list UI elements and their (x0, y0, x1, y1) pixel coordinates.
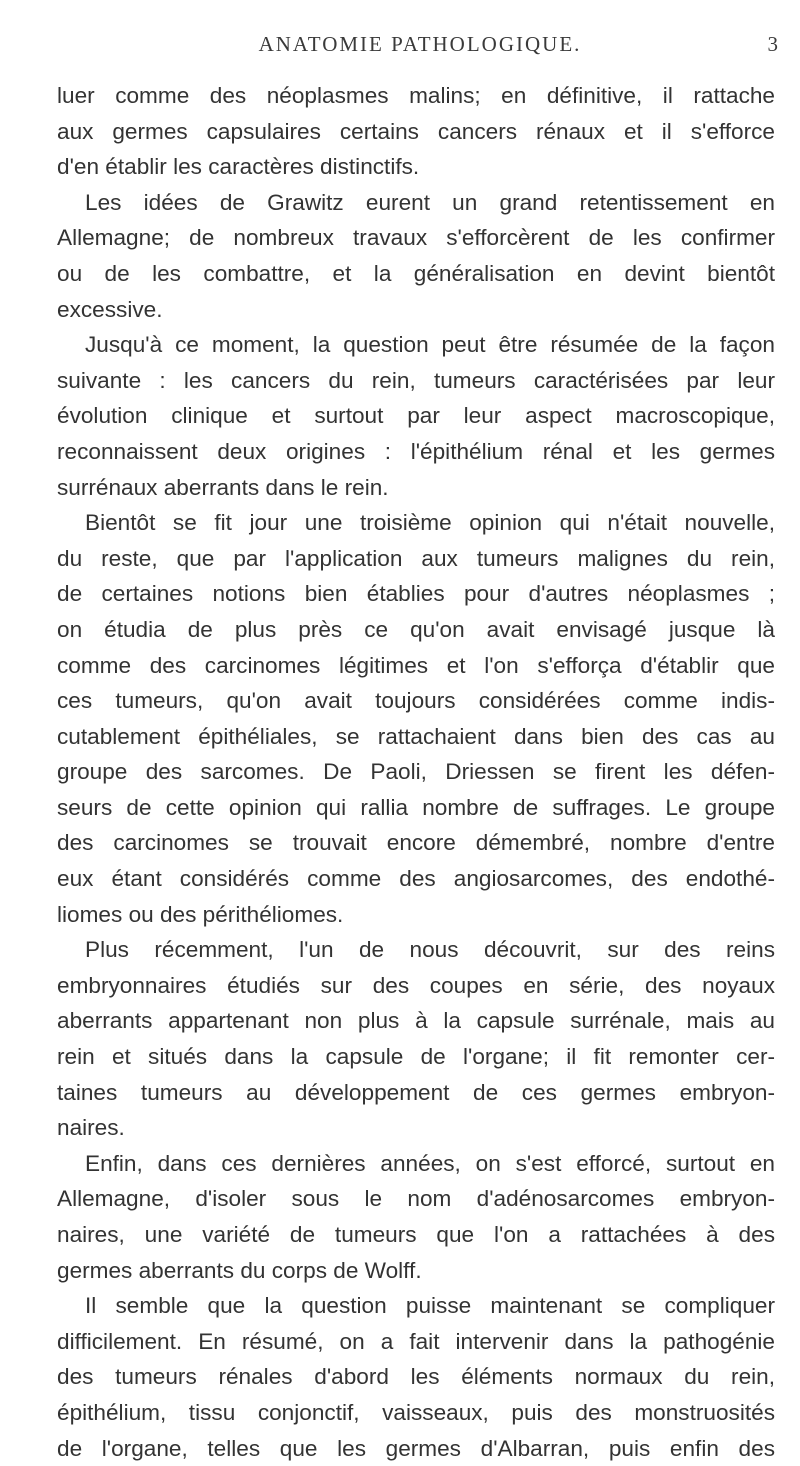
text-line: eux étant considérés comme des angiosarcomes, des endothé- (57, 866, 775, 892)
text-line: surrénaux aberrants dans le rein. (57, 474, 389, 500)
text-line: des tumeurs rénales d'abord les éléments normaux du rein, (57, 1364, 775, 1390)
running-head (60, 32, 780, 62)
text-line: rein et situés dans la capsule de l'organe; il fit remonter cer- (57, 1044, 775, 1070)
text-line: Allemagne, d'isoler sous le nom d'adénosarcomes embryon- (57, 1186, 775, 1212)
text-line: des carcinomes se trouvait encore démembré, nombre d'entre (57, 830, 775, 856)
text-line: naires, une variété de tumeurs que l'on a rattachées à des (57, 1222, 775, 1247)
text-line: naires. (57, 1115, 125, 1141)
text-line: germes aberrants du corps de Wolff. (57, 1257, 422, 1283)
text-line: d'en établir les caractères distinctifs. (57, 154, 420, 180)
text-line: comme des carcinomes légitimes et l'on s'efforça d'établir que (57, 652, 775, 678)
paragraph (57, 1288, 775, 1466)
paragraph (57, 1146, 775, 1288)
text-line: luer comme des néoplasmes malins; en définitive, il rattache (57, 83, 775, 108)
text-line: aberrants appartenant non plus à la capsule surrénale, mais au (57, 1008, 775, 1034)
text-line: de certaines notions bien établies pour d'autres néoplasmes ; (57, 581, 775, 607)
text-line: suivante : les cancers du rein, tumeurs caractérisées par leur (57, 367, 775, 393)
text-line: ces tumeurs, qu'on avait toujours considérées comme indis- (57, 688, 775, 714)
text-line: aux germes capsulaires certains cancers rénaux et il s'efforce (57, 118, 775, 144)
text-line: Il semble que la question puisse maintenant se compliquer (85, 1293, 775, 1319)
text-line: seurs de cette opinion qui rallia nombre de suffrages. Le groupe (57, 794, 775, 820)
text-line: taines tumeurs au développement de ces germes embryon- (57, 1079, 775, 1105)
text-line: épithélium, tissu conjonctif, vaisseaux, puis des monstruosités (57, 1399, 775, 1425)
paragraph (57, 327, 775, 505)
text-line: Les idées de Grawitz eurent un grand retentissement en (85, 189, 775, 215)
running-title: ANATOMIE PATHOLOGIQUE. (258, 32, 582, 56)
text-line: reconnaissent deux origines : l'épithélium rénal et les germes (57, 438, 775, 464)
text-line: Plus récemment, l'un de nous découvrit, sur des reins (85, 937, 775, 963)
text-line: on étudia de plus près ce qu'on avait envisagé jusque là (57, 616, 775, 642)
text-line: ou de les combattre, et la généralisation en devint bientôt (57, 260, 775, 286)
text-line: groupe des sarcomes. De Paoli, Driessen se firent les défen- (57, 759, 775, 785)
text-line: Allemagne; de nombreux travaux s'efforcèrent de les confirmer (57, 225, 775, 251)
paragraph (57, 932, 775, 1146)
text-line: Enfin, dans ces dernières années, on s'est efforcé, surtout en (85, 1150, 775, 1176)
paragraph (57, 185, 775, 327)
text-line: cutablement épithéliales, se rattachaient dans bien des cas au (57, 723, 775, 749)
body-text (57, 78, 775, 1466)
text-line: excessive. (57, 296, 163, 322)
text-line: Jusqu'à ce moment, la question peut être résumée de la façon (85, 332, 775, 358)
paragraph (57, 78, 775, 185)
text-line: liomes ou des périthéliomes. (57, 901, 344, 927)
text-line: embryonnaires étudiés sur des coupes en série, des noyaux (57, 972, 775, 998)
page-number: 3 (767, 32, 778, 56)
text-line: de l'organe, telles que les germes d'Albarran, puis enfin des (57, 1435, 775, 1461)
text-line: difficilement. En résumé, on a fait intervenir dans la pathogénie (57, 1328, 775, 1354)
text-line: du reste, que par l'application aux tumeurs malignes du rein, (57, 545, 775, 571)
text-line: Bientôt se fit jour une troisième opinion qui n'était nouvelle, (85, 510, 775, 536)
paragraph (57, 505, 775, 932)
text-line: évolution clinique et surtout par leur aspect macroscopique, (57, 403, 775, 429)
